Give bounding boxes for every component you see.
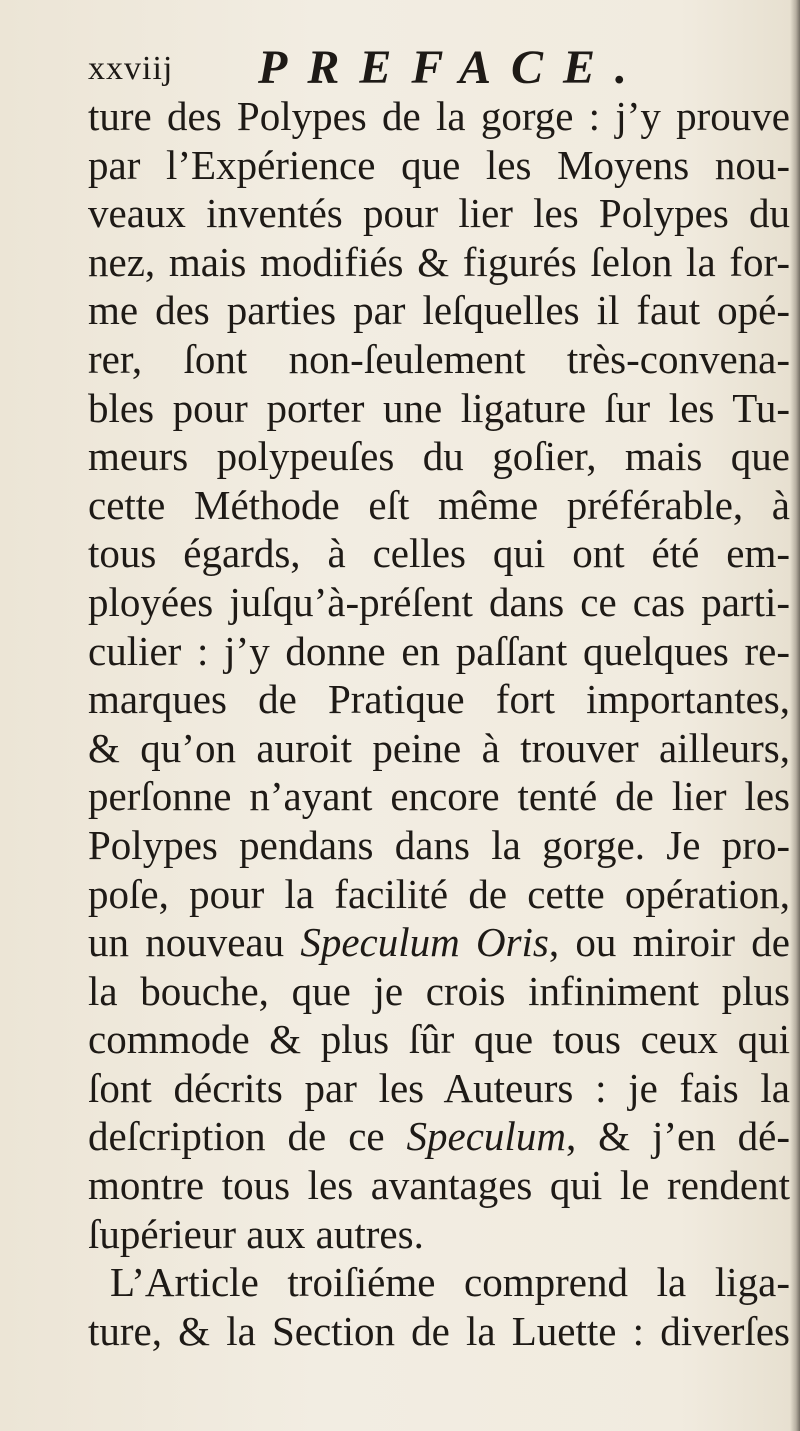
- latin-term: Speculum: [406, 1113, 566, 1160]
- text-line: meurs polypeuſes du goſier, mais que: [88, 433, 790, 480]
- text-line: poſe, pour la facilité de cette opération,: [88, 870, 790, 917]
- text-line: me des parties par leſquelles il faut opé-: [88, 287, 790, 334]
- text-line: nez, mais modifiés & figurés ſelon la for-: [88, 238, 790, 285]
- text-run: un nouveau: [88, 919, 301, 966]
- text-line: marques de Pratique fort importantes,: [88, 676, 790, 723]
- text-line: par l’Expérience que les Moyens nou-: [88, 141, 790, 188]
- text-line: cette Méthode eſt même préférable, à: [88, 481, 790, 528]
- text-run: , ou miroir de: [548, 919, 790, 966]
- text-line: & qu’on auroit peine à trouver ailleurs,: [88, 724, 790, 771]
- text-line: bles pour porter une ligature ſur les Tu-: [88, 384, 790, 431]
- text-run: , & j’en dé-: [565, 1113, 790, 1160]
- text-line: Polypes pendans dans la gorge. Je pro-: [88, 821, 790, 868]
- text-line: ployées juſqu’à-préſent dans ce cas parti-: [88, 578, 790, 625]
- text-line: ſupérieur aux autres.: [88, 1210, 424, 1257]
- text-line: commode & plus ſûr que tous ceux qui: [88, 1016, 790, 1063]
- text-line: la bouche, que je crois infiniment plus: [88, 967, 790, 1014]
- text-line: ture des Polypes de la gorge : j’y prouve: [88, 93, 790, 139]
- text-line: veaux inventés pour lier les Polypes du: [88, 190, 790, 237]
- text-line: [88, 918, 790, 967]
- running-title: PREFACE.: [258, 41, 648, 94]
- text-line: tous égards, à celles qui ont été em-: [88, 530, 790, 577]
- text-run: deſcription de ce: [88, 1113, 407, 1160]
- text-line: ſont décrits par les Auteurs : je fais la: [88, 1064, 790, 1111]
- text-line: culier : j’y donne en paſſant quelques re-: [88, 627, 790, 674]
- text-line: montre tous les avantages qui le rendent: [88, 1162, 790, 1209]
- text-line: rer, ſont non-ſeulement très-convena-: [88, 335, 790, 382]
- text-line: L’Article troiſiéme comprend la liga-: [110, 1259, 790, 1306]
- text-line: [88, 1112, 790, 1161]
- latin-term: Speculum Oris: [300, 919, 549, 966]
- text-line: ture, & la Section de la Luette : diverſes: [88, 1307, 790, 1354]
- text-line: perſonne n’ayant encore tenté de lier les: [88, 773, 790, 820]
- body-text: [88, 92, 790, 1355]
- page-edge-shadow: [790, 0, 800, 1431]
- page-number: xxviij: [88, 50, 174, 87]
- page-header: [88, 40, 788, 100]
